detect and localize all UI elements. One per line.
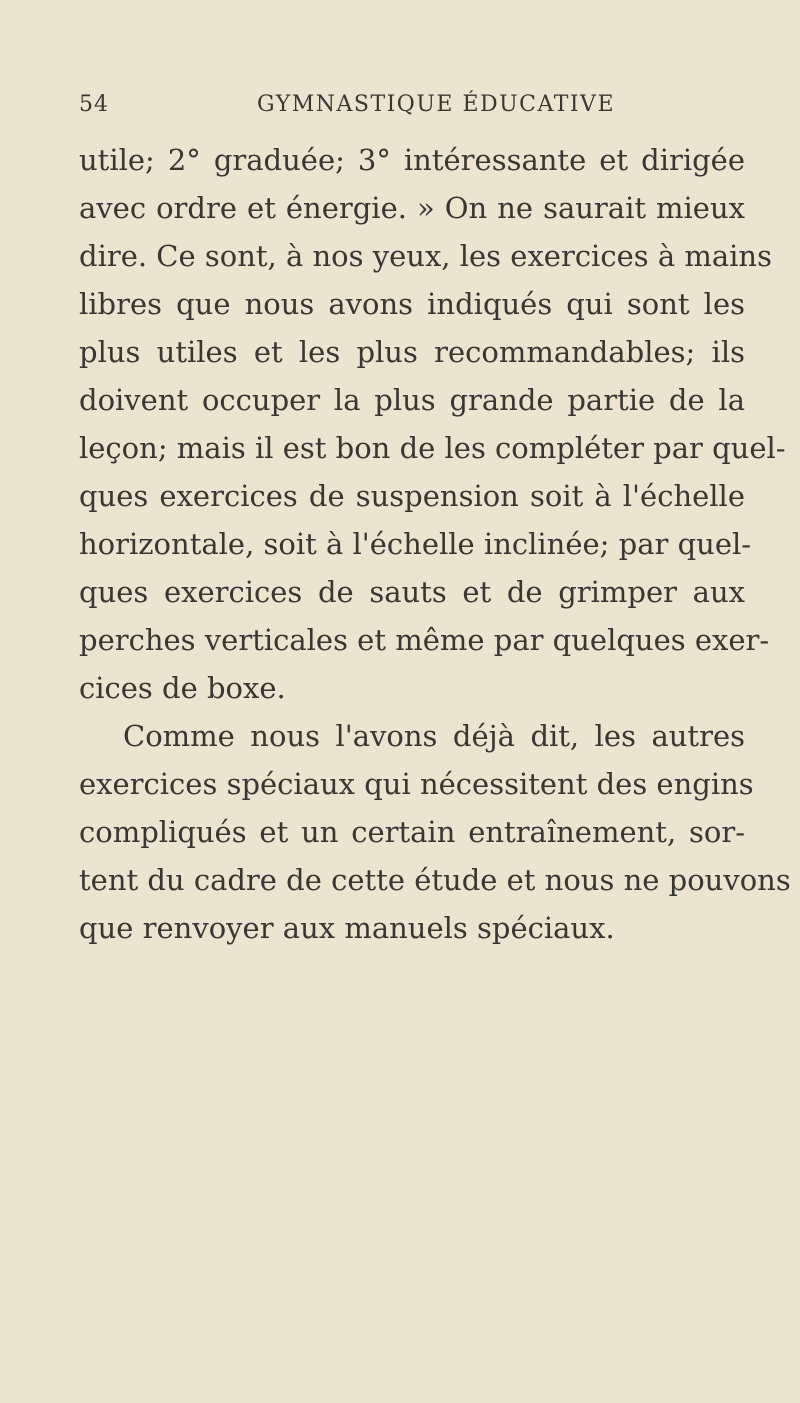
text-line: compliqués et un certain entraînement, sor- [79,815,745,849]
text-line: exercices spéciaux qui nécessitent des engins [79,767,754,801]
text-line: perches verticales et même par quelques exer- [79,623,770,657]
page-number: 54 [79,92,109,117]
text-line: tent du cadre de cette étude et nous ne pouvons [79,863,791,897]
text-line: ques exercices de suspension soit à l'échelle [79,479,745,513]
running-head [79,92,739,122]
text-line: que renvoyer aux manuels spéciaux. [79,911,615,945]
text-line: leçon; mais il est bon de les compléter par quel- [79,431,786,465]
text-line: ques exercices de sauts et de grimper aux [79,575,745,609]
text-line: doivent occuper la plus grande partie de la [79,383,745,417]
text-line: horizontale, soit à l'échelle inclinée; par quel- [79,527,752,561]
text-line: dire. Ce sont, à nos yeux, les exercices à mains [79,239,772,273]
running-title: GYMNASTIQUE ÉDUCATIVE [257,92,616,117]
text-line: plus utiles et les plus recommandables; ils [79,335,745,369]
text-line: cices de boxe. [79,671,286,705]
text-line: libres que nous avons indiqués qui sont les [79,287,745,321]
text-line: utile; 2° graduée; 3° intéressante et dirigée [79,143,745,177]
text-line: avec ordre et énergie. » On ne saurait mieux [79,191,745,225]
body-text [79,136,791,952]
text-line: Comme nous l'avons déjà dit, les autres [123,719,745,753]
